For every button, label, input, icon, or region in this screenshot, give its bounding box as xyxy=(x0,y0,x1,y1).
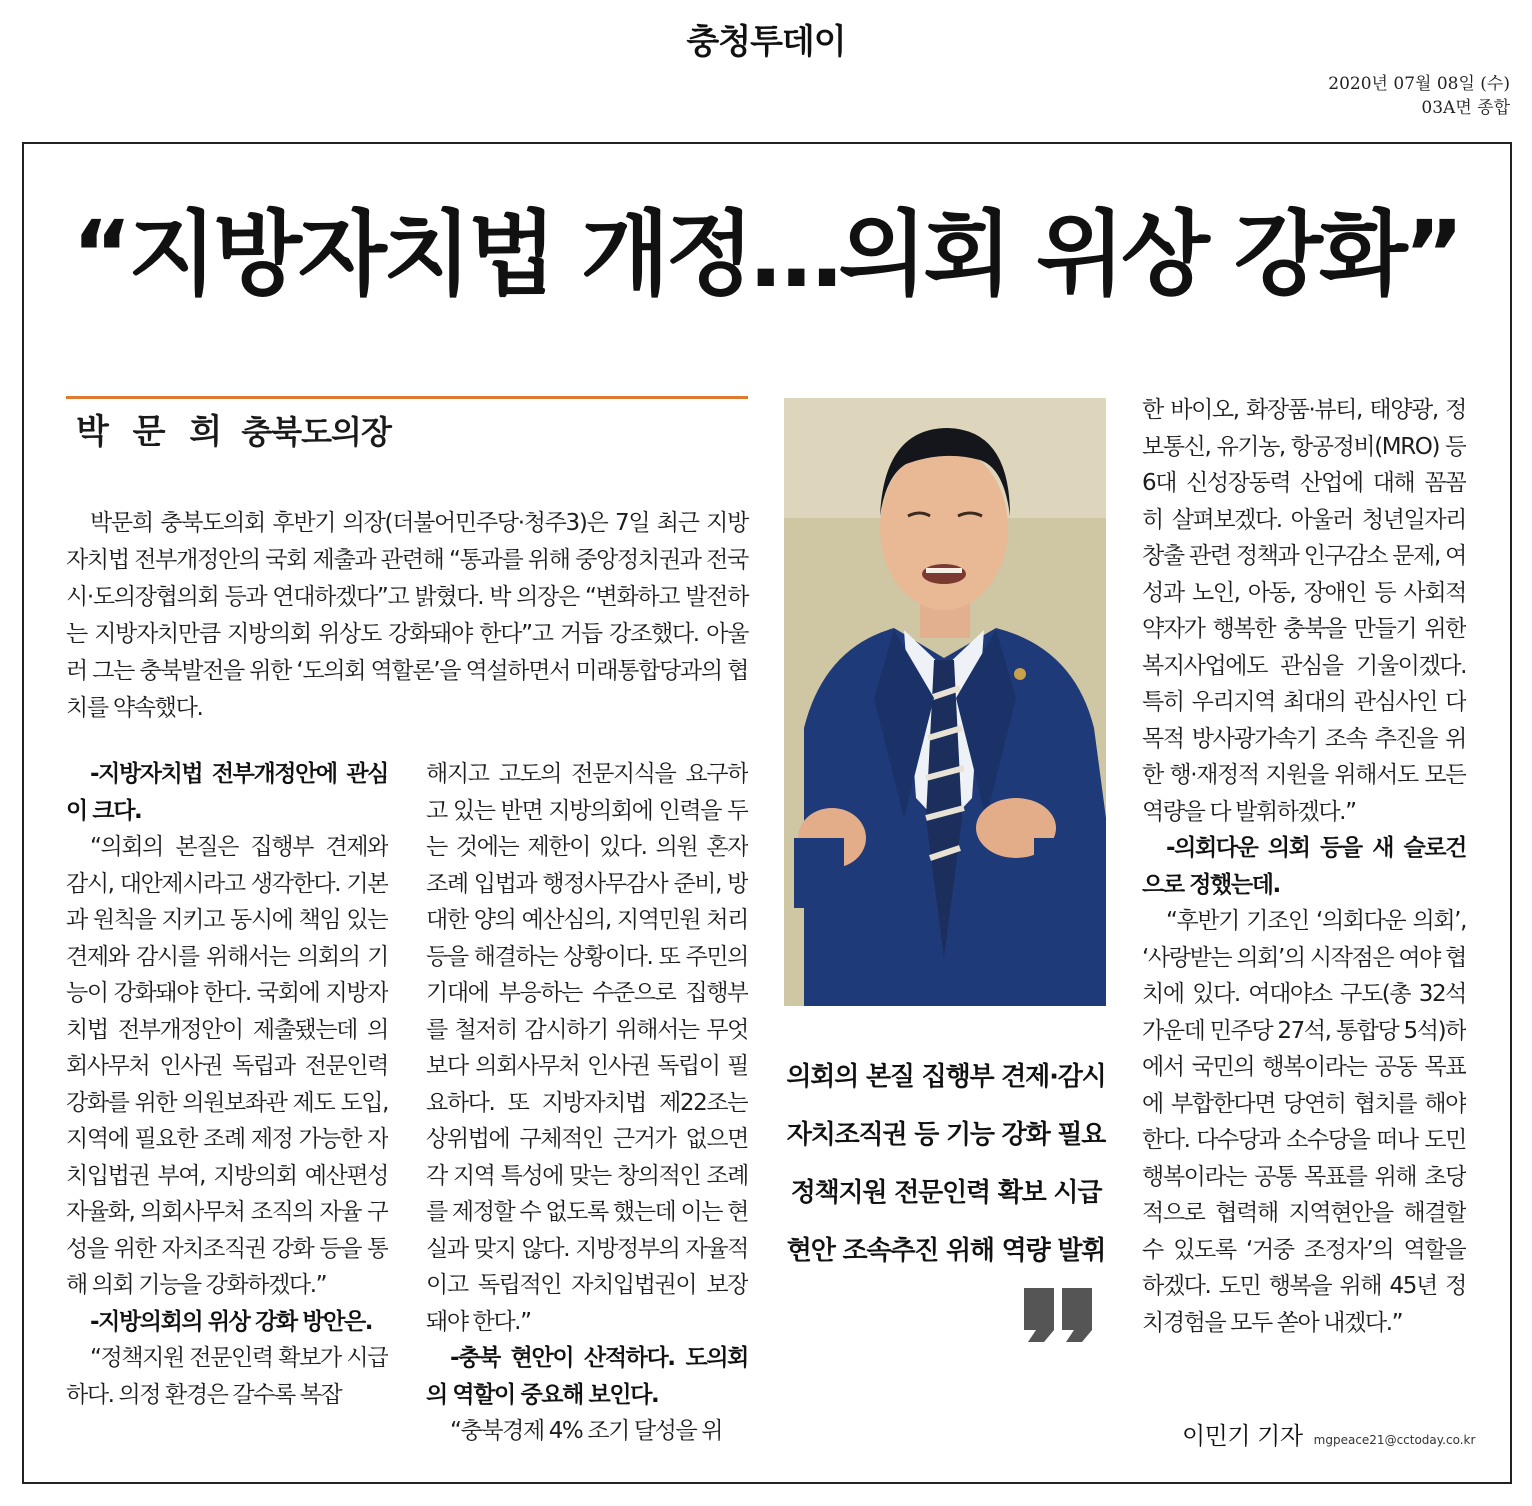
interview-answer: “충북경제 4% 조기 달성을 위 xyxy=(450,1418,723,1444)
interview-question: -지방의회의 위상 강화 방안은. xyxy=(90,1308,373,1335)
dateline xyxy=(1328,72,1510,120)
publication-date: 2020년 07월 08일 (수) xyxy=(1328,74,1510,94)
pull-quote-line: 정책지원 전문인력 확보 시급 xyxy=(790,1178,1102,1208)
article-headline: “지방자치법 개정…의회 위상 강화” xyxy=(71,201,1461,308)
newspaper-masthead: 충청투데이 xyxy=(686,22,846,62)
article-column-1 xyxy=(66,756,388,1456)
article-column-2 xyxy=(426,756,748,1456)
interview-answer: “후반기 기조인 ‘의회다운 의회’, ‘사랑받는 의회’의 시작점은 여야 협치에 있다. 여대야소 구도(총 32석 가운데 민주당 27석, 통합당 5석)하에서 국민의 행복이라는 공동 목표에 부합한다면 당연히 협치를 해야 한다. 다수당과 소수당을 떠나 도민행복이라는 공통 목표를 위해 초당적으로 협력해 지역현안을 해결할 수 있도록 ‘거중 조정자’의 역할을 하겠다. 도민 행복을 위해 45년 정치경험을 모두 쏟아 내겠다.” xyxy=(1142,908,1466,1336)
interview-answer: “정책지원 전문인력 확보가 시급하다. 의정 환경은 갈수록 복잡 xyxy=(66,1345,388,1408)
interview-answer: “의회의 본질은 집행부 견제와 감시, 대안제시라고 생각한다. 기본과 원칙을 지키고 동시에 책임 있는 견제와 감시를 위해서는 의회의 기능이 강화돼야 한다. 국회에 지방자치법 전부개정안이 제출됐는데 의회사무처 인사권 독립과 전문인력 강화를 위한 의원보좌관 제도 도입, 지역에 필요한 조례 제정 가능한 자치입법권 부여, 지방의회 예산편성 자율화, 의회사무처 조직의 자율 구성을 위한 자치조직권 강화 등을 통해 의회 기능을 강화하겠다.” xyxy=(66,834,388,1298)
interview-answer-continued: 한 바이오, 화장품·뷰티, 태양광, 정보통신, 유기농, 항공정비(MRO) 등 6대 신성장동력 산업에 대해 꼼꼼히 살펴보겠다. 아울러 청년일자리 창출 관련 정책과 인구감소 문제, 여성과 노인, 아동, 장애인 등 사회적 약자가 행복한 충북을 만들기 위한 복지사업에도 관심을 기울이겠다. 특히 우리지역 최대의 관심사인 다목적 방사광가속기 조속 추진을 위한 행·재정적 지원을 위해서도 모든 역량을 다 발휘하겠다.” xyxy=(1142,397,1466,825)
closing-quote-icon xyxy=(1022,1286,1094,1344)
interview-question: -충북 현안이 산적하다. 도의회의 역할이 중요해 보인다. xyxy=(426,1345,748,1408)
pull-quote-line: 현안 조속추진 위해 역량 발휘 xyxy=(786,1236,1106,1266)
byline xyxy=(76,404,391,452)
reporter-name: 이민기 기자 xyxy=(1182,1422,1303,1450)
byline-divider xyxy=(66,396,748,399)
pull-quote-line: 자치조직권 등 기능 강화 필요 xyxy=(786,1120,1106,1150)
portrait-illustration xyxy=(784,398,1106,1006)
article-lead xyxy=(66,505,748,727)
interviewee-name: 박 문 희 xyxy=(76,412,229,452)
pull-quote-line: 의회의 본질 집행부 견제·감시 xyxy=(786,1062,1106,1092)
interview-question: -의회다운 의회 등을 새 슬로건으로 정했는데. xyxy=(1142,835,1466,898)
reporter-email: mgpeace21@cctoday.co.kr xyxy=(1313,1433,1476,1447)
interview-answer-continued: 해지고 고도의 전문지식을 요구하고 있는 반면 지방의회에 인력을 두는 것에는 제한이 있다. 의원 혼자 조례 입법과 행정사무감사 준비, 방대한 양의 예산심의, 지역민원 처리 등을 해결하는 상황이다. 또 주민의 기대에 부응하는 수준으로 집행부를 철저히 감시하기 위해서는 무엇보다 의회사무처 인사권 독립이 필요하다. 또 지방자치법 제22조는 상위법에 구체적인 근거가 없으면 각 지역 특성에 맞는 창의적인 조례를 제정할 수 없도록 했는데 이는 현실과 맞지 않다. 지방정부의 자율적이고 독립적인 자치입법권이 보장돼야 한다.” xyxy=(426,761,748,1335)
interviewee-photo xyxy=(784,398,1106,1006)
interview-question: -지방자치법 전부개정안에 관심이 크다. xyxy=(66,761,388,824)
article-column-3 xyxy=(1142,392,1466,1442)
reporter-credit xyxy=(1182,1416,1475,1451)
page-section: 03A면 종합 xyxy=(1421,98,1510,118)
pull-quote xyxy=(776,1048,1116,1280)
lead-paragraph: 박문희 충북도의회 후반기 의장(더불어민주당·청주3)은 7일 최근 지방자치법 전부개정안의 국회 제출과 관련해 “통과를 위해 중앙정치권과 전국시·도의장협의회 등과 연대하겠다”고 밝혔다. 박 의장은 “변화하고 발전하는 지방자치만큼 지방의회 위상도 강화돼야 한다”고 거듭 강조했다. 아울러 그는 충북발전을 위한 ‘도의회 역할론’을 역설하면서 미래통합당과의 협치를 약속했다. xyxy=(66,510,748,721)
interviewee-role: 충북도의장 xyxy=(241,413,391,451)
